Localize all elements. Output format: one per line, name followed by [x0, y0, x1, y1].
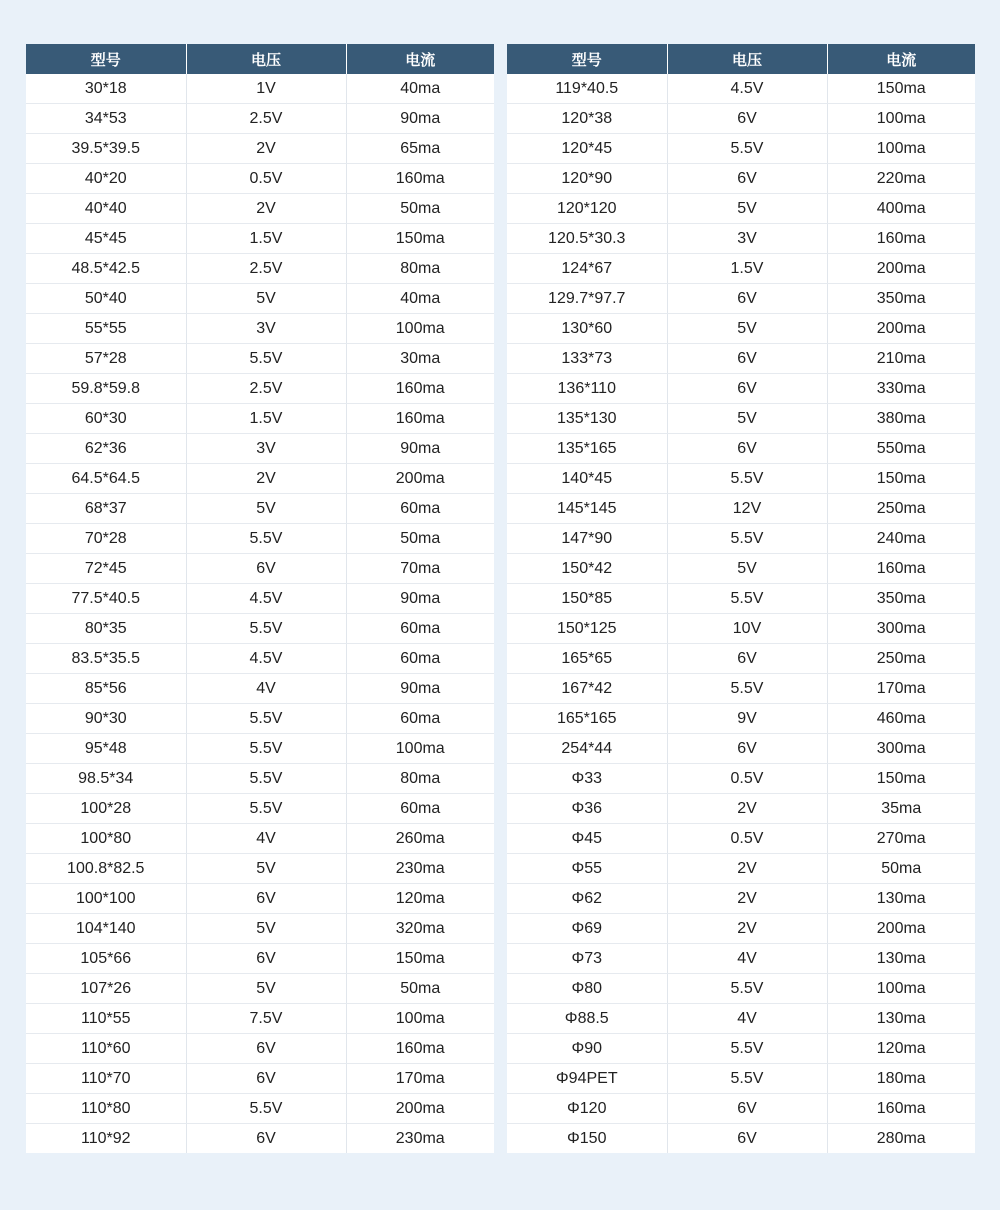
table-row — [507, 74, 975, 104]
voltage-cell: 1.5V — [667, 254, 827, 284]
table-row — [26, 824, 494, 854]
model-cell: 120*120 — [507, 194, 667, 224]
current-cell: 200ma — [827, 314, 975, 344]
voltage-cell: 5.5V — [667, 1064, 827, 1094]
model-cell: 45*45 — [26, 224, 186, 254]
table-row — [507, 764, 975, 794]
voltage-cell: 5V — [186, 854, 346, 884]
table-row — [26, 164, 494, 194]
model-cell: 145*145 — [507, 494, 667, 524]
model-cell: Φ94PET — [507, 1064, 667, 1094]
model-cell: 40*20 — [26, 164, 186, 194]
voltage-cell: 1.5V — [186, 224, 346, 254]
current-cell: 90ma — [346, 104, 494, 134]
table-row — [507, 164, 975, 194]
voltage-cell: 4V — [186, 824, 346, 854]
model-cell: 40*40 — [26, 194, 186, 224]
current-cell: 350ma — [827, 284, 975, 314]
model-cell: 90*30 — [26, 704, 186, 734]
model-cell: Φ69 — [507, 914, 667, 944]
current-cell: 60ma — [346, 614, 494, 644]
voltage-cell: 4.5V — [667, 74, 827, 104]
model-cell: 140*45 — [507, 464, 667, 494]
voltage-cell: 5.5V — [667, 1034, 827, 1064]
voltage-cell: 2.5V — [186, 254, 346, 284]
voltage-cell: 2V — [667, 884, 827, 914]
current-cell: 550ma — [827, 434, 975, 464]
table-row — [507, 314, 975, 344]
model-cell: 100*28 — [26, 794, 186, 824]
model-cell: 120*45 — [507, 134, 667, 164]
table-row — [507, 584, 975, 614]
current-cell: 160ma — [827, 1094, 975, 1124]
current-cell: 60ma — [346, 644, 494, 674]
current-cell: 150ma — [827, 464, 975, 494]
voltage-cell: 4.5V — [186, 644, 346, 674]
current-cell: 130ma — [827, 884, 975, 914]
model-cell: 110*55 — [26, 1004, 186, 1034]
table-row — [26, 794, 494, 824]
table-row — [507, 854, 975, 884]
table-row — [26, 134, 494, 164]
voltage-cell: 5.5V — [667, 584, 827, 614]
voltage-cell: 5.5V — [667, 674, 827, 704]
table-row — [26, 1064, 494, 1094]
table-row — [507, 464, 975, 494]
table-row — [507, 134, 975, 164]
table-row — [507, 914, 975, 944]
table-row — [507, 224, 975, 254]
table-row — [26, 104, 494, 134]
model-cell: 136*110 — [507, 374, 667, 404]
spec-table-left — [26, 44, 494, 1153]
model-cell: 119*40.5 — [507, 74, 667, 104]
model-cell: Φ150 — [507, 1124, 667, 1154]
model-cell: Φ80 — [507, 974, 667, 1004]
voltage-cell: 5.5V — [186, 734, 346, 764]
table-row — [507, 1124, 975, 1154]
model-cell: 165*65 — [507, 644, 667, 674]
table-row — [26, 644, 494, 674]
model-cell: 135*165 — [507, 434, 667, 464]
model-cell: 34*53 — [26, 104, 186, 134]
current-cell: 350ma — [827, 584, 975, 614]
model-cell: 57*28 — [26, 344, 186, 374]
model-cell: 80*35 — [26, 614, 186, 644]
current-cell: 200ma — [346, 464, 494, 494]
model-cell: 147*90 — [507, 524, 667, 554]
table-row — [26, 464, 494, 494]
voltage-cell: 6V — [186, 944, 346, 974]
table-row — [26, 1094, 494, 1124]
current-cell: 35ma — [827, 794, 975, 824]
voltage-cell: 6V — [667, 374, 827, 404]
current-cell: 90ma — [346, 674, 494, 704]
current-cell: 130ma — [827, 1004, 975, 1034]
voltage-cell: 5.5V — [186, 1094, 346, 1124]
table-row — [26, 1124, 494, 1154]
current-cell: 160ma — [827, 554, 975, 584]
model-cell: Φ90 — [507, 1034, 667, 1064]
current-cell: 320ma — [346, 914, 494, 944]
header-row — [26, 44, 494, 74]
table-row — [507, 674, 975, 704]
voltage-cell: 0.5V — [667, 764, 827, 794]
table-row — [26, 584, 494, 614]
current-cell: 40ma — [346, 74, 494, 104]
voltage-cell: 5V — [667, 404, 827, 434]
voltage-cell: 2V — [186, 134, 346, 164]
table-row — [26, 224, 494, 254]
voltage-cell: 2V — [186, 464, 346, 494]
table-row — [507, 404, 975, 434]
current-cell: 100ma — [346, 314, 494, 344]
model-cell: 77.5*40.5 — [26, 584, 186, 614]
current-cell: 250ma — [827, 644, 975, 674]
current-cell: 100ma — [346, 1004, 494, 1034]
model-cell: 120.5*30.3 — [507, 224, 667, 254]
model-cell: 30*18 — [26, 74, 186, 104]
model-cell: 64.5*64.5 — [26, 464, 186, 494]
current-cell: 160ma — [346, 404, 494, 434]
model-cell: 55*55 — [26, 314, 186, 344]
current-cell: 150ma — [346, 224, 494, 254]
current-cell: 70ma — [346, 554, 494, 584]
voltage-cell: 5.5V — [186, 704, 346, 734]
model-cell: 48.5*42.5 — [26, 254, 186, 284]
table-row — [507, 554, 975, 584]
current-cell: 330ma — [827, 374, 975, 404]
model-cell: 85*56 — [26, 674, 186, 704]
voltage-cell: 4V — [667, 1004, 827, 1034]
current-cell: 100ma — [346, 734, 494, 764]
header-voltage: 电压 — [186, 44, 346, 74]
model-cell: Φ45 — [507, 824, 667, 854]
model-cell: 100*100 — [26, 884, 186, 914]
current-cell: 270ma — [827, 824, 975, 854]
current-cell: 230ma — [346, 854, 494, 884]
model-cell: 60*30 — [26, 404, 186, 434]
table-row — [26, 344, 494, 374]
current-cell: 400ma — [827, 194, 975, 224]
table-row — [26, 554, 494, 584]
voltage-cell: 5.5V — [186, 794, 346, 824]
model-cell: 167*42 — [507, 674, 667, 704]
table-row — [507, 824, 975, 854]
voltage-cell: 2.5V — [186, 104, 346, 134]
model-cell: 95*48 — [26, 734, 186, 764]
model-cell: 62*36 — [26, 434, 186, 464]
current-cell: 80ma — [346, 254, 494, 284]
table-row — [507, 1094, 975, 1124]
table-row — [507, 974, 975, 1004]
model-cell: 59.8*59.8 — [26, 374, 186, 404]
voltage-cell: 4V — [186, 674, 346, 704]
current-cell: 120ma — [346, 884, 494, 914]
table-row — [26, 674, 494, 704]
current-cell: 50ma — [346, 194, 494, 224]
current-cell: 65ma — [346, 134, 494, 164]
table-row — [26, 1034, 494, 1064]
table-row — [26, 974, 494, 1004]
voltage-cell: 5.5V — [186, 344, 346, 374]
current-cell: 160ma — [827, 224, 975, 254]
header-voltage: 电压 — [667, 44, 827, 74]
current-cell: 230ma — [395, 1129, 445, 1147]
table-row — [26, 614, 494, 644]
model-cell: Φ36 — [507, 794, 667, 824]
model-cell: 120*38 — [507, 104, 667, 134]
table-row — [507, 104, 975, 134]
table-row — [26, 494, 494, 524]
current-cell: 150ma — [346, 944, 494, 974]
current-cell: 130ma — [827, 944, 975, 974]
model-cell: 70*28 — [26, 524, 186, 554]
model-cell: 120*90 — [507, 164, 667, 194]
voltage-cell: 5.5V — [667, 974, 827, 1004]
voltage-cell: 5V — [667, 194, 827, 224]
voltage-cell: 5.5V — [186, 764, 346, 794]
model-cell: 129.7*97.7 — [507, 284, 667, 314]
current-cell: 150ma — [827, 74, 975, 104]
model-cell: 150*85 — [507, 584, 667, 614]
model-cell: 130*60 — [507, 314, 667, 344]
table-row — [26, 74, 494, 104]
voltage-cell: 6V — [667, 164, 827, 194]
table-row — [507, 374, 975, 404]
table-row — [507, 734, 975, 764]
voltage-cell: 10V — [667, 614, 827, 644]
table-row — [507, 794, 975, 824]
current-cell: 60ma — [346, 494, 494, 524]
model-cell: 104*140 — [26, 914, 186, 944]
voltage-cell: 6V — [186, 554, 346, 584]
voltage-cell: 6V — [667, 1094, 827, 1124]
voltage-cell: 5V — [186, 494, 346, 524]
table-row — [26, 254, 494, 284]
model-cell: 150*42 — [507, 554, 667, 584]
header-current: 电流 — [346, 44, 494, 74]
current-cell: 90ma — [346, 584, 494, 614]
voltage-cell: 6V — [186, 884, 346, 914]
model-cell: 110*80 — [26, 1094, 186, 1124]
table-row — [26, 944, 494, 974]
table-row — [26, 434, 494, 464]
current-cell: 90ma — [346, 434, 494, 464]
table-row — [26, 704, 494, 734]
table-row — [507, 344, 975, 374]
current-cell: 50ma — [827, 854, 975, 884]
current-cell: 100ma — [827, 104, 975, 134]
model-cell: 39.5*39.5 — [26, 134, 186, 164]
model-cell: 110*92 — [26, 1124, 186, 1154]
model-cell: 68*37 — [26, 494, 186, 524]
current-cell: 200ma — [827, 254, 975, 284]
voltage-cell: 6V — [186, 1124, 346, 1154]
current-cell: 460ma — [827, 704, 975, 734]
voltage-cell: 5V — [667, 314, 827, 344]
current-cell: 100ma — [827, 974, 975, 1004]
header-current: 电流 — [827, 44, 975, 74]
model-cell: Φ33 — [507, 764, 667, 794]
model-cell: 100.8*82.5 — [26, 854, 186, 884]
voltage-cell: 6V — [186, 1034, 346, 1064]
current-cell: 150ma — [827, 764, 975, 794]
model-cell: 133*73 — [507, 344, 667, 374]
current-cell: 100ma — [827, 134, 975, 164]
voltage-cell: 9V — [667, 704, 827, 734]
current-cell: 30ma — [346, 344, 494, 374]
voltage-cell: 5.5V — [667, 134, 827, 164]
model-cell: 72*45 — [26, 554, 186, 584]
current-cell: 60ma — [346, 794, 494, 824]
model-cell: 98.5*34 — [26, 764, 186, 794]
table-row — [507, 1004, 975, 1034]
voltage-cell: 5V — [186, 914, 346, 944]
current-cell: 200ma — [346, 1094, 494, 1124]
voltage-cell: 5V — [186, 974, 346, 1004]
voltage-cell: 5.5V — [667, 524, 827, 554]
spec-table-right — [507, 44, 975, 1153]
table-row — [507, 644, 975, 674]
current-cell: 300ma — [827, 734, 975, 764]
voltage-cell: 6V — [667, 344, 827, 374]
current-cell: 160ma — [346, 1034, 494, 1064]
current-cell: 210ma — [827, 344, 975, 374]
voltage-cell: 2V — [667, 794, 827, 824]
model-cell: 100*80 — [26, 824, 186, 854]
voltage-cell: 2.5V — [186, 374, 346, 404]
table-row — [26, 734, 494, 764]
voltage-cell: 4.5V — [186, 584, 346, 614]
current-cell: 170ma — [346, 1064, 494, 1094]
voltage-cell: 5V — [667, 554, 827, 584]
voltage-cell: 12V — [667, 494, 827, 524]
table-row — [26, 854, 494, 884]
voltage-cell: 6V — [667, 104, 827, 134]
current-cell: 260ma — [346, 824, 494, 854]
header-row — [507, 44, 975, 74]
voltage-cell: 0.5V — [186, 164, 346, 194]
table-row — [507, 434, 975, 464]
current-cell: 380ma — [827, 404, 975, 434]
voltage-cell: 3V — [186, 314, 346, 344]
current-cell: 240ma — [827, 524, 975, 554]
model-cell: 50*40 — [26, 284, 186, 314]
table-row — [507, 1034, 975, 1064]
current-cell: 170ma — [827, 674, 975, 704]
model-cell: Φ62 — [507, 884, 667, 914]
voltage-cell: 6V — [667, 734, 827, 764]
table-row — [507, 254, 975, 284]
table-row — [26, 914, 494, 944]
current-cell: 280ma — [876, 1129, 926, 1147]
current-cell: 160ma — [346, 164, 494, 194]
voltage-cell: 3V — [667, 224, 827, 254]
table-row — [26, 284, 494, 314]
voltage-cell: 6V — [667, 284, 827, 314]
current-cell: 60ma — [346, 704, 494, 734]
table-row — [507, 524, 975, 554]
voltage-cell: 3V — [186, 434, 346, 464]
table-row — [26, 1004, 494, 1034]
current-cell: 50ma — [346, 974, 494, 1004]
table-row — [26, 764, 494, 794]
table-row — [26, 194, 494, 224]
table-row — [507, 614, 975, 644]
model-cell: 150*125 — [507, 614, 667, 644]
table-row — [26, 374, 494, 404]
table-row — [507, 884, 975, 914]
voltage-cell: 2V — [667, 914, 827, 944]
current-cell: 160ma — [346, 374, 494, 404]
model-cell: 110*70 — [26, 1064, 186, 1094]
table-row — [507, 704, 975, 734]
voltage-cell: 4V — [667, 944, 827, 974]
table-row — [507, 944, 975, 974]
current-cell: 250ma — [827, 494, 975, 524]
current-cell: 220ma — [827, 164, 975, 194]
voltage-cell: 2V — [186, 194, 346, 224]
model-cell: 165*165 — [507, 704, 667, 734]
voltage-cell: 0.5V — [667, 824, 827, 854]
current-cell: 40ma — [346, 284, 494, 314]
model-cell: Φ120 — [507, 1094, 667, 1124]
table-row — [507, 284, 975, 314]
model-cell: 254*44 — [507, 734, 667, 764]
table-row — [507, 194, 975, 224]
current-cell: 120ma — [827, 1034, 975, 1064]
table-row — [26, 314, 494, 344]
voltage-cell: 5V — [186, 284, 346, 314]
current-cell: 50ma — [346, 524, 494, 554]
voltage-cell: 1.5V — [186, 404, 346, 434]
model-cell: 110*60 — [26, 1034, 186, 1064]
voltage-cell: 6V — [667, 434, 827, 464]
voltage-cell: 2V — [667, 854, 827, 884]
voltage-cell: 5.5V — [186, 614, 346, 644]
voltage-cell: 6V — [667, 644, 827, 674]
voltage-cell: 5.5V — [186, 524, 346, 554]
table-row — [26, 524, 494, 554]
current-cell: 80ma — [346, 764, 494, 794]
table-row — [507, 1064, 975, 1094]
model-cell: 107*26 — [26, 974, 186, 1004]
model-cell: 124*67 — [507, 254, 667, 284]
voltage-cell: 6V — [667, 1124, 827, 1154]
model-cell: Φ55 — [507, 854, 667, 884]
header-model: 型号 — [507, 44, 667, 74]
voltage-cell: 6V — [186, 1064, 346, 1094]
table-row — [26, 884, 494, 914]
voltage-cell: 7.5V — [186, 1004, 346, 1034]
table-row — [26, 404, 494, 434]
model-cell: 83.5*35.5 — [26, 644, 186, 674]
model-cell: 105*66 — [26, 944, 186, 974]
current-cell: 200ma — [827, 914, 975, 944]
current-cell: 300ma — [827, 614, 975, 644]
voltage-cell: 5.5V — [667, 464, 827, 494]
voltage-cell: 1V — [186, 74, 346, 104]
model-cell: Φ88.5 — [507, 1004, 667, 1034]
header-model: 型号 — [26, 44, 186, 74]
current-cell: 180ma — [827, 1064, 975, 1094]
model-cell: 135*130 — [507, 404, 667, 434]
table-row — [507, 494, 975, 524]
model-cell: Φ73 — [507, 944, 667, 974]
